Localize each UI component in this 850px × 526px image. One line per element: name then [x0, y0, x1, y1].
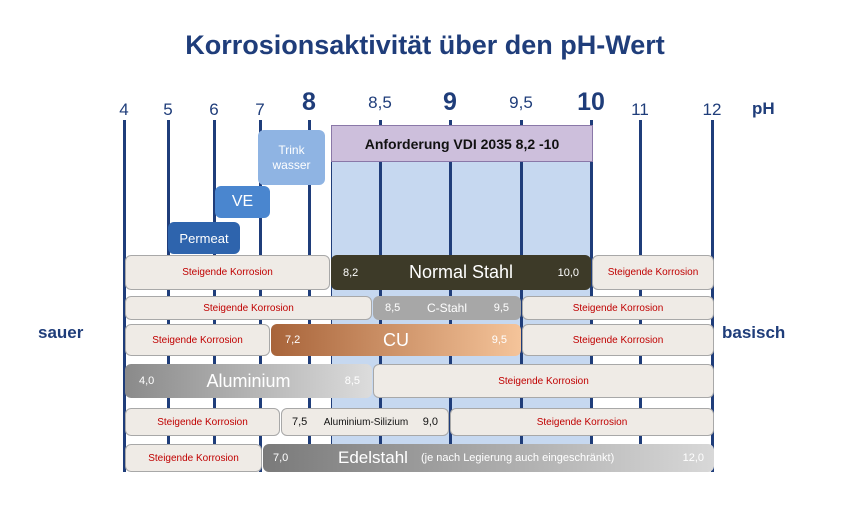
- cu-max: 9,5: [491, 334, 507, 346]
- aluminium-silizium-min: 7,5: [292, 416, 308, 428]
- tick-5: 5: [163, 100, 173, 119]
- ve-box: VE: [215, 186, 270, 218]
- c-stahl-max: 9,5: [493, 302, 509, 314]
- cu-min: 7,2: [285, 334, 301, 346]
- corrosion-zone: Steigende Korrosion: [592, 255, 714, 290]
- corrosion-zone: Steigende Korrosion: [125, 408, 280, 436]
- c-stahl-bar: [373, 296, 521, 320]
- axis-unit: pH: [752, 99, 775, 118]
- normal-stahl-bar: [331, 255, 591, 290]
- normal-stahl-name: Normal Stahl: [408, 262, 514, 282]
- cu-bar: [271, 324, 521, 356]
- tick-9: 9: [443, 88, 457, 116]
- tick-4: 4: [119, 100, 129, 119]
- corrosion-zone: Steigende Korrosion: [125, 296, 372, 320]
- tick-12: 12: [702, 100, 722, 119]
- c-stahl-name: C-Stahl: [426, 301, 467, 315]
- c-stahl-min: 8,5: [385, 302, 401, 314]
- corrosion-zone: Steigende Korrosion: [522, 324, 714, 356]
- corrosion-zone: Steigende Korrosion: [450, 408, 714, 436]
- tick-8-5: 8,5: [368, 93, 392, 112]
- edelstahl-bar: [263, 444, 714, 472]
- edelstahl-name: Edelstahl: [338, 448, 408, 467]
- permeat-box: Permeat: [168, 222, 240, 254]
- aluminium-silizium-name: Aluminium-Silizium: [323, 416, 409, 428]
- tick-6: 6: [209, 100, 219, 119]
- corrosion-zone: Steigende Korrosion: [125, 444, 262, 472]
- cu-name: CU: [383, 329, 409, 350]
- tick-8: 8: [302, 88, 316, 116]
- tick-11: 11: [631, 100, 649, 119]
- normal-stahl-max: 10,0: [557, 266, 579, 279]
- trinkwasser-box: Trink wasser: [258, 130, 325, 185]
- basic-label: basisch: [722, 323, 786, 342]
- corrosion-zone: Steigende Korrosion: [522, 296, 714, 320]
- tick-9-5: 9,5: [509, 93, 533, 112]
- aluminium-silizium-bar: [281, 408, 449, 436]
- aluminium-name: Aluminium: [206, 370, 291, 391]
- edelstahl-note: (je nach Legierung auch eingeschränkt): [421, 452, 615, 464]
- aluminium-silizium-max: 9,0: [422, 416, 438, 428]
- aluminium-min: 4,0: [139, 375, 155, 387]
- tick-7: 7: [255, 100, 265, 119]
- aluminium-bar: [125, 364, 372, 398]
- corrosion-zone: Steigende Korrosion: [125, 255, 330, 290]
- acidic-label: sauer: [38, 323, 84, 342]
- corrosion-zone: Steigende Korrosion: [373, 364, 714, 398]
- normal-stahl-min: 8,2: [343, 266, 359, 279]
- tick-10: 10: [577, 88, 605, 116]
- aluminium-max: 8,5: [344, 375, 360, 387]
- corrosion-zone: Steigende Korrosion: [125, 324, 270, 356]
- vdi-2035-requirement: Anforderung VDI 2035 8,2 -10: [331, 125, 593, 162]
- edelstahl-min: 7,0: [273, 452, 289, 464]
- edelstahl-max: 12,0: [682, 452, 704, 464]
- chart-title: Korrosionsaktivität über den pH-Wert: [185, 30, 665, 60]
